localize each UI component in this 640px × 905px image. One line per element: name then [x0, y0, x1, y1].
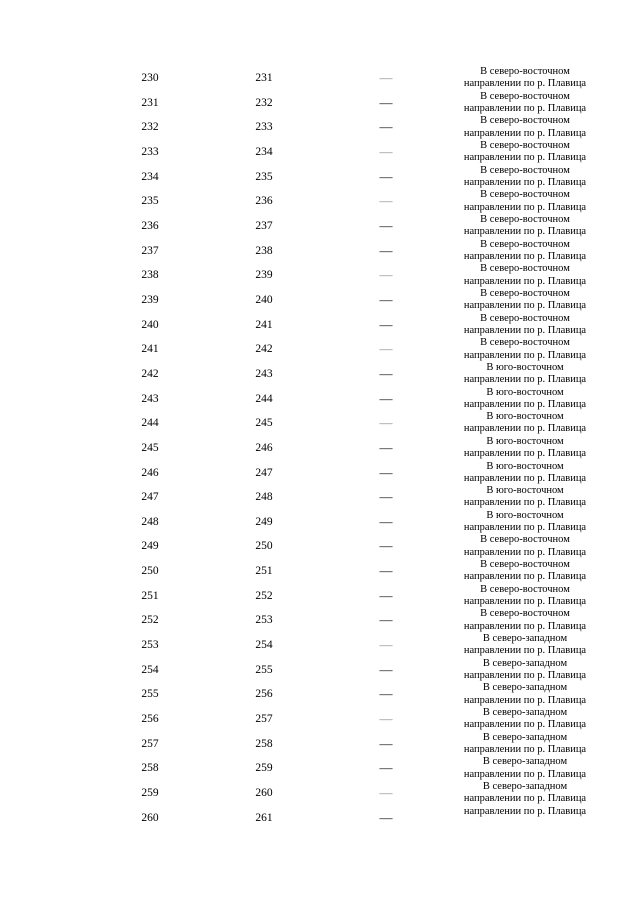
point-from-number: 241: [141, 343, 159, 356]
direction-line: В северо-восточном: [480, 189, 570, 201]
point-to-number: 231: [255, 72, 273, 84]
table-row: [0, 732, 640, 757]
point-to-number: 256: [255, 688, 273, 701]
direction-description: [440, 387, 610, 412]
direction-line: В северо-западном: [482, 731, 568, 743]
direction-line: В северо-восточном: [480, 583, 570, 595]
distance-dash: —: [379, 563, 393, 579]
point-from-number: 237: [141, 244, 159, 257]
direction-line: В северо-восточном: [480, 559, 570, 571]
distance-dash: —: [379, 612, 393, 628]
table-row: [0, 66, 640, 91]
direction-description: [440, 485, 610, 510]
distance-dash: —: [379, 464, 393, 480]
point-to-number: 237: [255, 219, 273, 232]
direction-description: [440, 288, 610, 313]
river-line: направлении по р. Плавица: [463, 805, 587, 817]
distance-dash: —: [379, 390, 393, 406]
table-row: [0, 165, 640, 190]
direction-line: В северо-восточном: [480, 534, 570, 546]
direction-description: [440, 682, 610, 707]
table-row: [0, 313, 640, 338]
river-line: направлении по р. Плавица: [463, 324, 587, 336]
direction-description: [440, 461, 610, 486]
direction-line: В северо-западном: [482, 633, 568, 645]
river-line: направлении по р. Плавица: [463, 250, 587, 262]
point-to-number: 234: [255, 145, 273, 158]
river-line: направлении по р. Плавица: [463, 793, 587, 805]
river-line: направлении по р. Плавица: [463, 275, 587, 287]
distance-dash: —: [379, 513, 393, 529]
direction-description: [440, 189, 610, 214]
distance-dash: —: [379, 637, 393, 653]
direction-line: В северо-западном: [482, 781, 568, 793]
point-from-number: 250: [141, 565, 159, 578]
direction-line: В северо-западном: [482, 682, 568, 694]
distance-dash: —: [379, 439, 393, 455]
river-line: направлении по р. Плавица: [463, 201, 587, 213]
distance-dash: —: [379, 119, 393, 135]
table-row: [0, 436, 640, 461]
river-line: направлении по р. Плавица: [463, 645, 587, 657]
distance-dash: —: [379, 168, 393, 184]
point-to-number: 247: [255, 466, 273, 479]
direction-description: [440, 66, 610, 91]
direction-description: [440, 214, 610, 239]
table-row: [0, 263, 640, 288]
point-to-number: 251: [255, 565, 273, 578]
distance-dash: —: [379, 143, 393, 159]
distance-dash: —: [379, 316, 393, 332]
distance-dash: —: [379, 267, 393, 283]
river-line: направлении по р. Плавица: [463, 423, 587, 435]
point-from-number: 246: [141, 466, 159, 479]
river-line: направлении по р. Плавица: [463, 226, 587, 238]
point-to-number: 246: [255, 441, 273, 454]
point-from-number: 260: [141, 811, 159, 824]
direction-description: [440, 239, 610, 264]
river-line: направлении по р. Плавица: [463, 546, 587, 558]
river-line: направлении по р. Плавица: [463, 620, 587, 632]
river-line: направлении по р. Плавица: [463, 102, 587, 114]
table-row: [0, 288, 640, 313]
direction-description: [440, 806, 610, 818]
direction-description: [440, 608, 610, 633]
distance-dash: —: [379, 661, 393, 677]
table-row: [0, 707, 640, 732]
direction-line: В юго-восточном: [486, 411, 564, 423]
point-from-number: 243: [141, 392, 159, 405]
river-line: направлении по р. Плавица: [463, 472, 587, 484]
distance-dash: —: [379, 785, 393, 801]
point-from-number: 256: [141, 713, 159, 726]
table-row: [0, 239, 640, 264]
point-from-number: 231: [141, 96, 159, 109]
direction-description: [440, 436, 610, 461]
point-to-number: 233: [255, 121, 273, 134]
table-row: [0, 115, 640, 140]
river-line: направлении по р. Плавица: [463, 571, 587, 583]
table-row: [0, 559, 640, 584]
distance-dash: —: [379, 686, 393, 702]
distance-dash: —: [379, 760, 393, 776]
point-from-number: 254: [141, 663, 159, 676]
river-line: направлении по р. Плавица: [463, 78, 587, 90]
river-line: направлении по р. Плавица: [463, 522, 587, 534]
river-line: направлении по р. Плавица: [463, 719, 587, 731]
point-to-number: 255: [255, 663, 273, 676]
table-row: [0, 411, 640, 436]
table-row: [0, 362, 640, 387]
direction-line: В северо-восточном: [480, 115, 570, 127]
point-from-number: 247: [141, 491, 159, 504]
river-line: направлении по р. Плавица: [463, 374, 587, 386]
river-line: направлении по р. Плавица: [463, 694, 587, 706]
point-to-number: 245: [255, 417, 273, 430]
direction-description: [440, 707, 610, 732]
table-row: [0, 387, 640, 412]
direction-line: В северо-восточном: [480, 90, 570, 102]
direction-line: В северо-восточном: [480, 337, 570, 349]
distance-dash: —: [379, 538, 393, 554]
river-line: направлении по р. Плавица: [463, 448, 587, 460]
direction-line: В северо-восточном: [480, 312, 570, 324]
point-from-number: 235: [141, 195, 159, 208]
river-line: направлении по р. Плавица: [463, 176, 587, 188]
table-row: [0, 214, 640, 239]
distance-dash: —: [379, 242, 393, 258]
distance-dash: —: [379, 217, 393, 233]
point-to-number: 249: [255, 515, 273, 528]
table-row: [0, 633, 640, 658]
point-from-number: 240: [141, 318, 159, 331]
table-row: [0, 682, 640, 707]
point-from-number: 233: [141, 145, 159, 158]
distance-dash: —: [379, 587, 393, 603]
point-to-number: 261: [255, 811, 273, 824]
point-from-number: 238: [141, 269, 159, 282]
point-to-number: 250: [255, 540, 273, 553]
point-to-number: 240: [255, 293, 273, 306]
point-to-number: 257: [255, 713, 273, 726]
direction-description: [440, 781, 610, 806]
direction-line: В юго-восточном: [486, 460, 564, 472]
direction-description: [440, 91, 610, 116]
point-to-number: 238: [255, 244, 273, 257]
table-row: [0, 781, 640, 806]
table-row: [0, 534, 640, 559]
point-to-number: 248: [255, 491, 273, 504]
distance-dash: —: [379, 341, 393, 357]
point-from-number: 255: [141, 688, 159, 701]
direction-description: [440, 313, 610, 338]
distance-dash: —: [379, 489, 393, 505]
distance-dash: —: [379, 735, 393, 751]
direction-line: В северо-восточном: [480, 263, 570, 275]
point-to-number: 236: [255, 195, 273, 208]
river-line: направлении по р. Плавица: [463, 768, 587, 780]
river-line: направлении по р. Плавица: [463, 152, 587, 164]
direction-description: [440, 411, 610, 436]
distance-dash: —: [379, 809, 393, 825]
direction-line: В северо-восточном: [480, 287, 570, 299]
distance-dash: —: [379, 70, 393, 85]
table-row: [0, 806, 640, 831]
direction-line: В северо-западном: [482, 756, 568, 768]
point-to-number: 254: [255, 639, 273, 652]
direction-line: В северо-западном: [482, 707, 568, 719]
table-row: [0, 461, 640, 486]
table-row: [0, 140, 640, 165]
point-to-number: 253: [255, 614, 273, 627]
point-from-number: 239: [141, 293, 159, 306]
river-line: направлении по р. Плавица: [463, 497, 587, 509]
point-to-number: 244: [255, 392, 273, 405]
point-from-number: 252: [141, 614, 159, 627]
table-row: [0, 91, 640, 116]
point-from-number: 236: [141, 219, 159, 232]
river-line: направлении по р. Плавица: [463, 596, 587, 608]
point-to-number: 243: [255, 367, 273, 380]
direction-description: [440, 140, 610, 165]
point-from-number: 258: [141, 762, 159, 775]
point-to-number: 232: [255, 96, 273, 109]
direction-description: [440, 584, 610, 609]
distance-dash: —: [379, 94, 393, 110]
table-row: [0, 485, 640, 510]
direction-line: В юго-восточном: [486, 435, 564, 447]
boundary-description-table: [0, 66, 640, 830]
direction-description: [440, 510, 610, 535]
direction-description: [440, 732, 610, 757]
direction-line: В северо-восточном: [480, 608, 570, 620]
direction-description: [440, 115, 610, 140]
direction-description: [440, 362, 610, 387]
distance-dash: —: [379, 193, 393, 209]
point-from-number: 232: [141, 121, 159, 134]
distance-dash: —: [379, 291, 393, 307]
table-row: [0, 756, 640, 781]
direction-line: В юго-восточном: [486, 386, 564, 398]
point-to-number: 252: [255, 589, 273, 602]
point-to-number: 241: [255, 318, 273, 331]
point-from-number: 242: [141, 367, 159, 380]
point-to-number: 239: [255, 269, 273, 282]
table-row: [0, 189, 640, 214]
point-from-number: 251: [141, 589, 159, 602]
table-row: [0, 337, 640, 362]
point-from-number: 259: [141, 787, 159, 800]
direction-line: В юго-восточном: [486, 485, 564, 497]
river-line: направлении по р. Плавица: [463, 670, 587, 682]
direction-line: В северо-восточном: [480, 139, 570, 151]
direction-line: В северо-восточном: [480, 213, 570, 225]
direction-description: [440, 263, 610, 288]
point-to-number: 258: [255, 737, 273, 750]
point-to-number: 242: [255, 343, 273, 356]
direction-description: [440, 633, 610, 658]
table-row: [0, 510, 640, 535]
distance-dash: —: [379, 711, 393, 727]
direction-description: [440, 534, 610, 559]
river-line: направлении по р. Плавица: [463, 300, 587, 312]
point-from-number: 244: [141, 417, 159, 430]
distance-dash: —: [379, 365, 393, 381]
point-from-number: 245: [141, 441, 159, 454]
direction-description: [440, 165, 610, 190]
point-to-number: 260: [255, 787, 273, 800]
direction-description: [440, 756, 610, 781]
direction-line: В юго-восточном: [486, 509, 564, 521]
point-from-number: 253: [141, 639, 159, 652]
point-to-number: 235: [255, 170, 273, 183]
table-row: [0, 658, 640, 683]
river-line: направлении по р. Плавица: [463, 349, 587, 361]
direction-line: В северо-западном: [482, 657, 568, 669]
point-from-number: 230: [141, 72, 159, 84]
point-from-number: 257: [141, 737, 159, 750]
point-from-number: 249: [141, 540, 159, 553]
point-to-number: 259: [255, 762, 273, 775]
river-line: направлении по р. Плавица: [463, 744, 587, 756]
distance-dash: —: [379, 415, 393, 431]
table-row: [0, 584, 640, 609]
table-row: [0, 608, 640, 633]
direction-line: В северо-восточном: [480, 164, 570, 176]
river-line: направлении по р. Плавица: [463, 127, 587, 139]
direction-description: [440, 559, 610, 584]
direction-line: В северо-восточном: [480, 238, 570, 250]
river-line: направлении по р. Плавица: [463, 398, 587, 410]
direction-description: [440, 337, 610, 362]
point-from-number: 248: [141, 515, 159, 528]
point-from-number: 234: [141, 170, 159, 183]
direction-line: В юго-восточном: [486, 361, 564, 373]
direction-line: В северо-восточном: [480, 66, 570, 77]
direction-description: [440, 658, 610, 683]
